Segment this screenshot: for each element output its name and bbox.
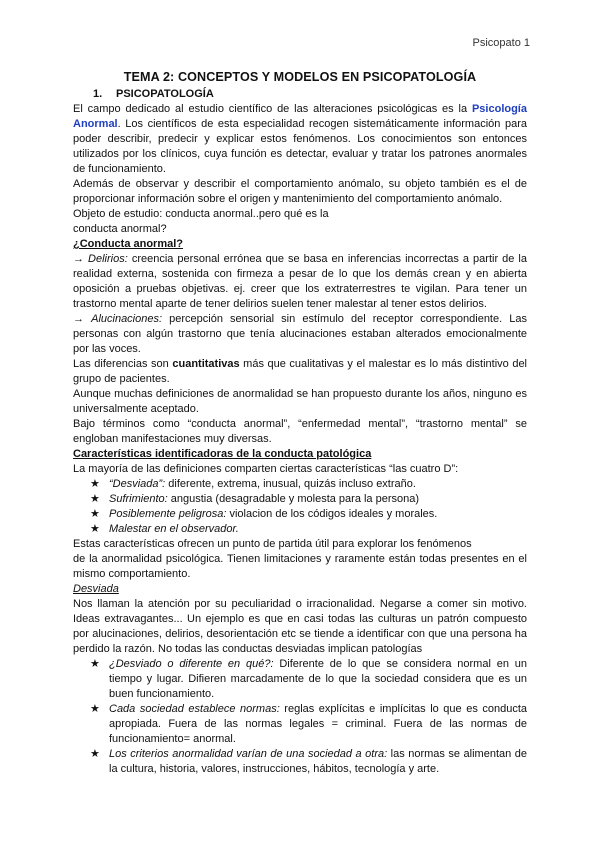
diferencias-after: más que cualitativas y el malestar es lo más distintivo del grupo de pacientes. xyxy=(73,358,528,385)
list-item xyxy=(73,477,527,492)
item-text: Diferente de lo que se considera normal en un tiempo y lugar. Difieren marcadamente de lo que la sociedad considera que es un buen funcionamiento. xyxy=(109,658,527,700)
paragraph-nos: Nos llaman la atención por su peculiaridad o irracionalidad. Negarse a comer sin motivo. Ideas extravagantes... Un ejemplo es que en casi todas las culturas un patrón compuesto por alucinaciones, delirios, desorientación etc se tiende a identificar con que una persona ha perdido la razón. No todas las conductas desviadas implican patologías xyxy=(73,598,527,655)
p1-before: El campo dedicado al estudio científico de las alteraciones psicológicas es la xyxy=(73,103,472,115)
list-item xyxy=(73,492,527,507)
paragraph-objeto-line2: conducta anormal? xyxy=(73,223,167,235)
bold-cuantitativas: cuantitativas xyxy=(172,358,240,370)
paragraph-bajo: Bajo términos como “conducta anormal”, “enfermedad mental”, “trastorno mental” se engloban manifestaciones muy diversas. xyxy=(73,418,527,445)
term-delirios: Delirios: xyxy=(88,253,128,265)
page-header-label: Psicopato 1 xyxy=(472,37,530,49)
document-body xyxy=(73,70,527,777)
section-number: 1. xyxy=(93,88,103,100)
star-icon: ★ xyxy=(90,523,100,535)
heading-conducta-anormal: ¿Conducta anormal? xyxy=(73,238,184,250)
list-item xyxy=(73,507,527,522)
star-icon: ★ xyxy=(90,478,100,490)
page-title: TEMA 2: CONCEPTOS Y MODELOS EN PSICOPATOLOGÍA xyxy=(123,70,477,84)
item-text: reglas explícitas e implícitas lo que es conducta apropiada. Fuera de las normas legales = criminal. Fuera de las normas de funcionamiento= anormal. xyxy=(109,703,527,745)
star-icon: ★ xyxy=(90,658,100,670)
paragraph-objeto-line1: Objeto de estudio: conducta anormal..pero qué es la xyxy=(73,208,329,220)
paragraph-mayoria: La mayoría de las definiciones comparten ciertas características “las cuatro D”: xyxy=(73,463,459,475)
p1-after: . Los científicos de esta especialidad recogen sistemáticamente información para poder describir, predecir y explicar estos fenómenos. Los conocimientos son entonces utilizados por los clínicos, cuya función es detectar, evaluar y tratar los patrones anormales de funcionamiento. xyxy=(73,118,527,175)
diferencias-before: Las diferencias son xyxy=(73,358,173,370)
item-text: angustia (desagradable y molesta para la persona) xyxy=(167,493,420,505)
item-term: Malestar en el observador. xyxy=(109,523,239,535)
paragraph-delirios xyxy=(73,252,527,312)
item-term: Posiblemente peligrosa: xyxy=(109,508,227,520)
heading-desviada: Desviada xyxy=(73,583,119,595)
item-term: Sufrimiento: xyxy=(109,493,168,505)
delirios-text: creencia personal errónea que se basa en inferencias incorrectas a partir de la realidad externa, sostenida con firmeza a pesar de lo que los demás crean y en abierta oposición a pruebas objetivas. ej. creer que los extraterrestres te vigilan. Para tener un trastorno mental aparte de tener delirios suelen tener malestar al tener estos delirios. xyxy=(73,253,527,310)
list-desviada xyxy=(73,657,527,777)
section-heading-text: PSICOPATOLOGÍA xyxy=(116,88,214,100)
term-alucinaciones: Alucinaciones: xyxy=(91,313,163,325)
list-item xyxy=(73,702,527,747)
alucinaciones-text: percepción sensorial sin estímulo del receptor correspondiente. Las personas con algún trastorno que tenía alucinaciones estaban alterados emocionalmente por las voces. xyxy=(73,313,527,355)
paragraph-estas-line1: Estas características ofrecen un punto de partida útil para explorar los fenómenos xyxy=(73,538,472,550)
item-term: ¿Desviado o diferente en qué?: xyxy=(109,658,274,670)
list-item xyxy=(73,657,527,702)
paragraph-campo xyxy=(73,102,527,177)
item-text: diferente, extrema, inusual, quizás incluso extraño. xyxy=(165,478,416,490)
paragraph-alucinaciones xyxy=(73,312,527,357)
section-heading-psicopatologia xyxy=(93,87,527,102)
item-term: Los criterios anormalidad varían de una sociedad a otra: xyxy=(109,748,388,760)
list-item xyxy=(73,747,527,777)
item-term: Cada sociedad establece normas: xyxy=(109,703,280,715)
paragraph-aunque: Aunque muchas definiciones de anormalidad se han propuesto durante los años, ninguno es universalmente aceptado. xyxy=(73,388,527,415)
list-item xyxy=(73,522,527,537)
item-term: “Desviada”: xyxy=(109,478,166,490)
list-cuatro-d xyxy=(73,477,527,537)
star-icon: ★ xyxy=(90,703,100,715)
highlight-psicologia-anormal: Psicología Anormal xyxy=(73,103,527,130)
star-icon: ★ xyxy=(90,493,100,505)
arrow-icon: → xyxy=(73,313,84,325)
arrow-icon: → xyxy=(73,253,84,265)
paragraph-diferencias xyxy=(73,357,527,387)
heading-caracteristicas: Características identificadoras de la conducta patológica xyxy=(73,448,372,460)
item-text: las normas se alimentan de la cultura, historia, valores, instrucciones, hábitos, tecnología y arte. xyxy=(109,748,527,775)
star-icon: ★ xyxy=(90,748,100,760)
item-text: violacion de los códigos ideales y morales. xyxy=(226,508,438,520)
paragraph-estas-line2: de la anormalidad psicológica. Tienen limitaciones y raramente están todas presentes en el mismo comportamiento. xyxy=(73,553,527,580)
star-icon: ★ xyxy=(90,508,100,520)
paragraph-ademas: Además de observar y describir el comportamiento anómalo, su objeto también es el de proporcionar información sobre el origen y mantenimiento del comportamiento anómalo. xyxy=(73,178,527,205)
